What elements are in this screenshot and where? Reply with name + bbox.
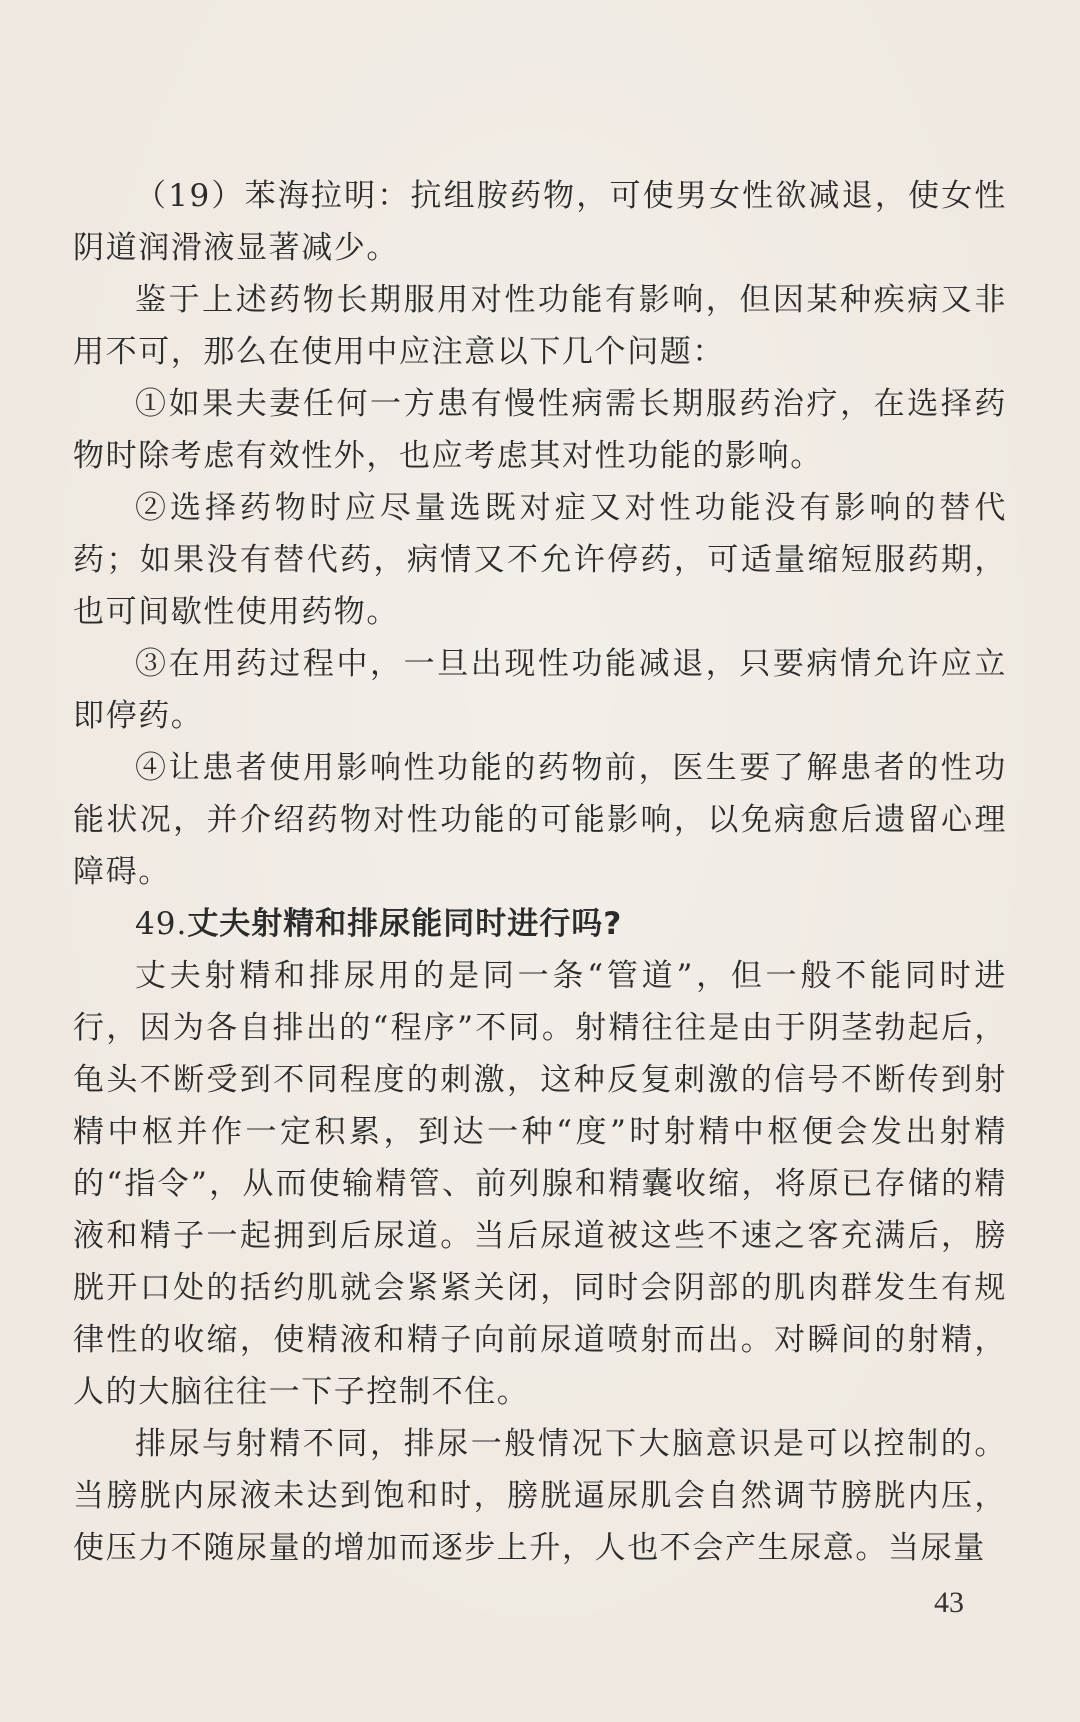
section-heading [73,898,1007,950]
page-number: 43 [934,1586,964,1619]
section-number: 49. [135,906,188,942]
section-title: 丈夫射精和排尿能同时进行吗? [187,906,623,942]
paragraph-urination: 排尿与射精不同，排尿一般情况下大脑意识是可以控制的。当膀胱内尿液未达到饱和时，膀胱逼尿肌会自然调节膀胱内压，使压力不随尿量的增加而逐步上升，人也不会产生尿意。当尿量 [73,1426,1007,1566]
page-content [73,170,1007,1574]
paragraph-precaution-4: ④让患者使用影响性功能的药物前，医生要了解患者的性功能状况，并介绍药物对性功能的可能影响，以免病愈后遗留心理障碍。 [73,750,1007,890]
paragraph-diphenhydramine: （19）苯海拉明：抗组胺药物，可使男女性欲减退，使女性阴道润滑液显著减少。 [73,178,1007,266]
paragraph-ejaculation: 丈夫射精和排尿用的是同一条“管道”，但一般不能同时进行，因为各自排出的“程序”不同。射精往往是由于阴茎勃起后，龟头不断受到不同程度的刺激，这种反复刺激的信号不断传到射精中枢并作一定积累，到达一种“度”时射精中枢便会发出射精的“指令”，从而使输精管、前列腺和精囊收缩，将原已存储的精液和精子一起拥到后尿道。当后尿道被这些不速之客充满后，膀胱开口处的括约肌就会紧紧关闭，同时会阴部的肌肉群发生有规律性的收缩，使精液和精子向前尿道喷射而出。对瞬间的射精，人的大脑往往一下子控制不住。 [73,958,1007,1410]
paragraph-precaution-1: ①如果夫妻任何一方患有慢性病需长期服药治疗，在选择药物时除考虑有效性外，也应考虑其对性功能的影响。 [73,386,1007,474]
paragraph-precaution-2: ②选择药物时应尽量选既对症又对性功能没有影响的替代药；如果没有替代药，病情又不允许停药，可适量缩短服药期，也可间歇性使用药物。 [73,490,1007,630]
paragraph-precautions-intro: 鉴于上述药物长期服用对性功能有影响，但因某种疾病又非用不可，那么在使用中应注意以下几个问题： [73,282,1007,370]
paragraph-precaution-3: ③在用药过程中，一旦出现性功能减退，只要病情允许应立即停药。 [73,646,1007,734]
